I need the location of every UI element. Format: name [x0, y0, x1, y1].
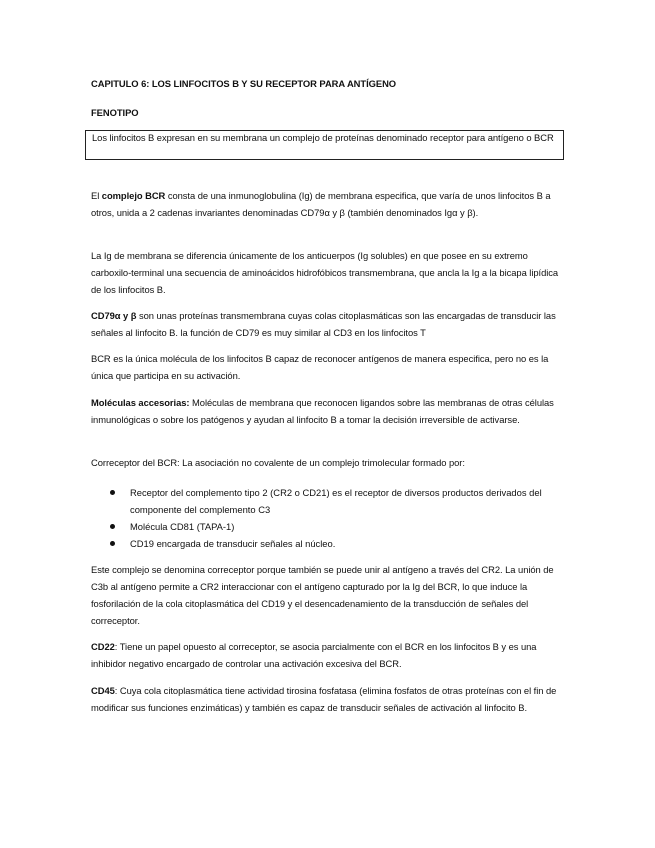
list-item: Receptor del complemento tipo 2 (CR2 o CD21) es el receptor de diversos productos derivados del componente del complemento C3 [108, 484, 568, 518]
section-title: FENOTIPO [91, 107, 139, 118]
paragraph-bcr-unica: BCR es la única molécula de los linfocitos B capaz de reconocer antígenos de manera especifica, pero no es la única que participa en su activación. [91, 353, 549, 381]
paragraph-complejo-bcr [91, 187, 563, 221]
correceptor-list [108, 484, 568, 552]
paragraph-ig-membrana: La Ig de membrana se diferencia únicamente de los anticuerpos (Ig solubles) en que posee en su extremo carboxilo-terminal una secuencia de aminoácidos hidrofóbicos transmembrana, que ancla la Ig a la bicapa lipídica de los linfocitos B. [91, 250, 559, 295]
term-moleculas-accesorias: Moléculas accesorias: [91, 397, 190, 408]
term-cd22: CD22 [91, 641, 115, 652]
paragraph-text: consta de una inmunoglobulina (Ig) de membrana especifica, que varía de unos linfocitos B a otros, unida a 2 cadenas invariantes denominadas CD79α y β (también denominados Igα y β). [91, 190, 551, 218]
paragraph-correceptor-intro: Correceptor del BCR: La asociación no covalente de un complejo trimolecular formado por: [91, 457, 465, 468]
paragraph-complejo-correceptor: Este complejo se denomina correceptor porque también se puede unir al antígeno a través del CR2. La unión de C3b al antígeno permite a CR2 interaccionar con el antígeno capturado por la Ig del BCR, lo que induce la fosforilación de la cola citoplasmática del CD19 y el desencadenamiento de la transducción de señales del correceptor. [91, 564, 554, 626]
term-cd45: CD45 [91, 685, 115, 696]
paragraph-text: : Tiene un papel opuesto al correceptor, se asocia parcialmente con el BCR en los linfocitos B y es una inhibidor negativo encargado de controlar una activación excesiva del BCR. [91, 641, 537, 669]
paragraph-cd79 [91, 307, 563, 341]
definition-box: Los linfocitos B expresan en su membrana un complejo de proteínas denominado receptor para antígeno o BCR [85, 130, 564, 160]
paragraph-cd45 [91, 682, 563, 716]
paragraph-text: Moléculas de membrana que reconocen ligandos sobre las membranas de otras células inmunológicas o sobre los patógenos y ayudan al linfocito B a tomar la decisión irreversible de activarse. [91, 397, 554, 425]
term-complejo-bcr: complejo BCR [101, 190, 166, 201]
paragraph-text: son unas proteínas transmembrana cuyas colas citoplasmáticas son las encargadas de transducir las señales al linfocito B. la función de CD79 es muy similar al CD3 en los linfocitos T [91, 310, 556, 338]
chapter-title: CAPITULO 6: LOS LINFOCITOS B Y SU RECEPTOR PARA ANTÍGENO [91, 78, 397, 89]
list-item: CD19 encargada de transducir señales al núcleo. [108, 535, 568, 552]
paragraph-prefix: El [91, 190, 102, 201]
paragraph-moleculas-accesorias [91, 394, 563, 428]
term-cd79: CD79α y β [91, 310, 137, 321]
paragraph-cd22 [91, 638, 563, 672]
paragraph-text: : Cuya cola citoplasmática tiene actividad tirosina fosfatasa (elimina fosfatos de otras proteínas con el fin de modificar sus funciones enzimáticas) y también es capaz de transducir señales de activación al linfocito B. [91, 685, 557, 713]
list-item: Molécula CD81 (TAPA-1) [108, 518, 568, 535]
